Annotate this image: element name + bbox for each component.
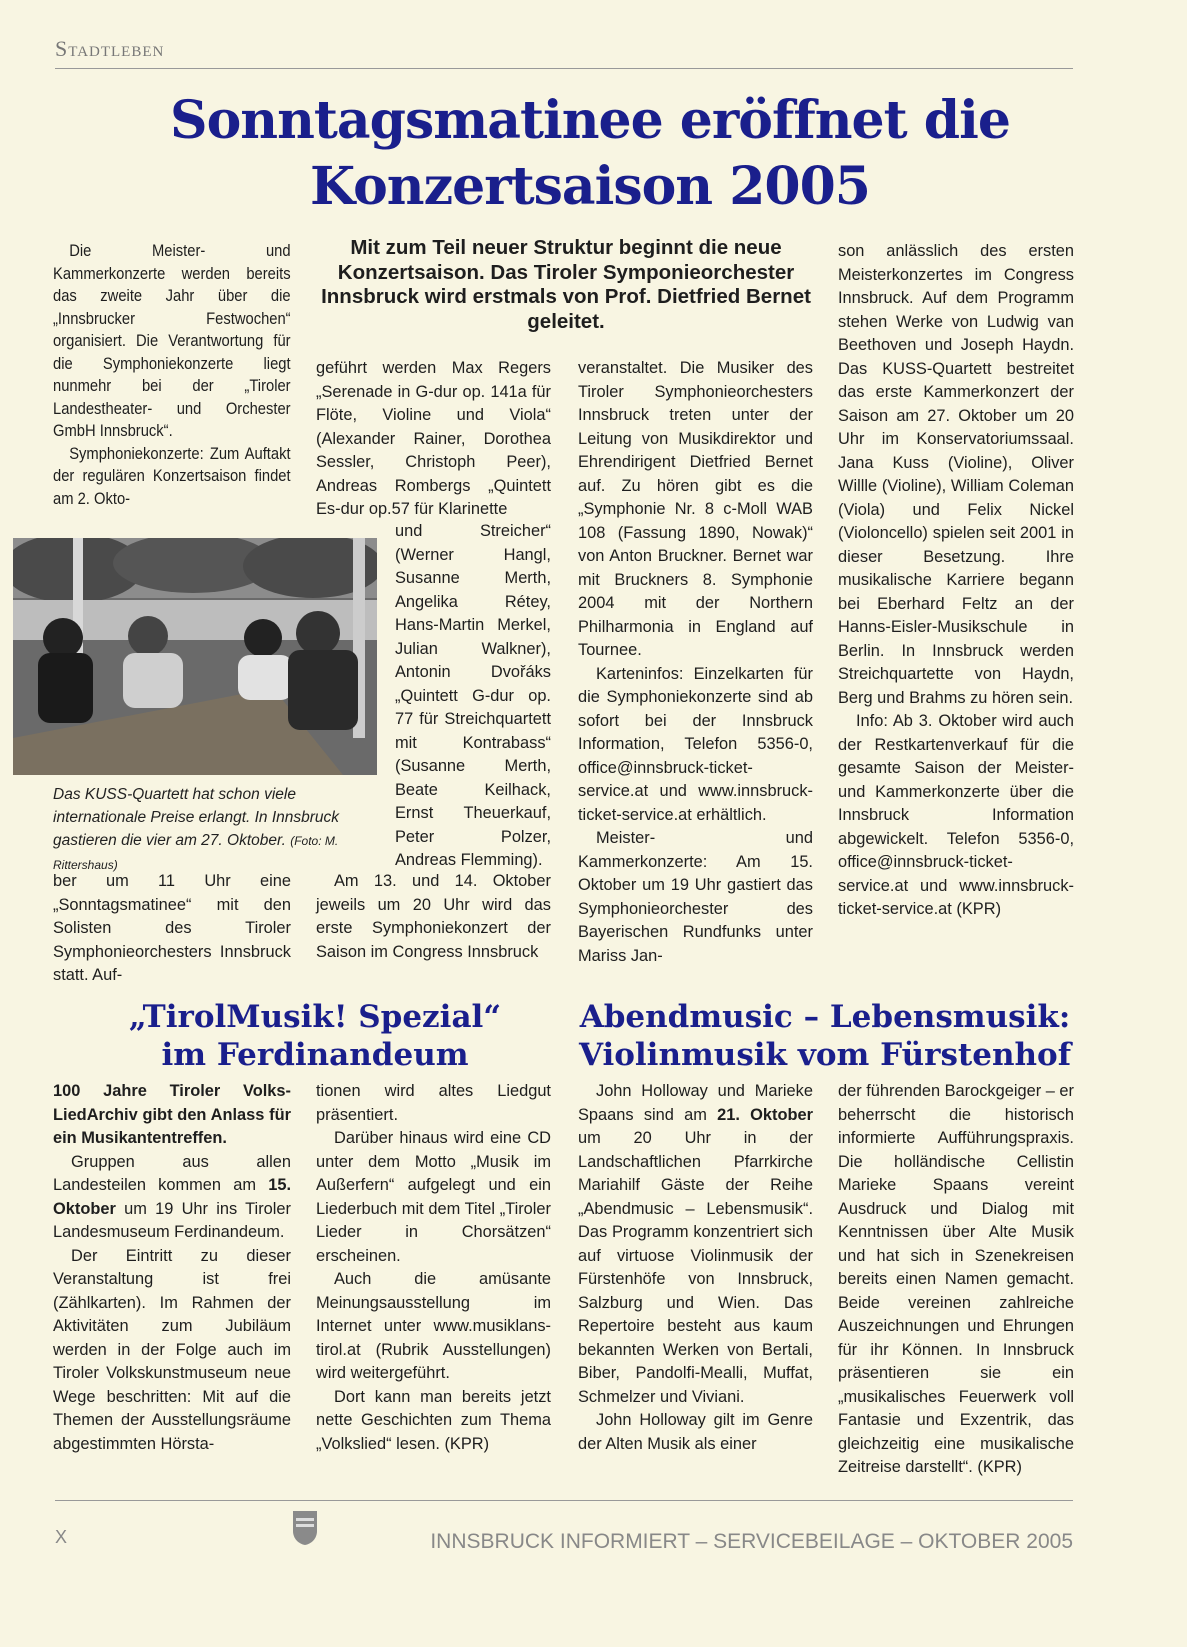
article-title bbox=[60, 88, 1120, 220]
article-lead: Mit zum Teil neuer Struktur beginnt die neue Konzertsaison. Das Tiroler Symponieorchester Innsbruck wird erstmals von Prof. Dietfried Bernet geleitet. bbox=[321, 236, 811, 333]
paragraph: son anlässlich des ersten Meisterkonzertes im Congress Innsbruck. Auf dem Programm stehen Werke von Ludwig van Beethoven und Joseph Haydn. Das KUSS-Quartett bestreitet das erste Kammerkonzert der Saison am 27. Oktober um 20 Uhr im Konservatoriumssaal. Jana Kuss (Violine), Oliver Willle (Violine), William Coleman (Viola) und Felix Nickel (Violoncello) spielen seit 2001 in dieser Besetzung. Ihre musikalische Karriere begann bei Eberhard Feltz an der Hanns-Eisler-Musikschule in Berlin. In Innsbruck werden Streichquartette von Haydn, Berg und Brahms zu hören sein. bbox=[838, 242, 1074, 707]
text: Gruppen aus allen Landesteilen kommen am bbox=[53, 1152, 291, 1194]
lead: 100 Jahre Tiroler Volks-LiedArchiv gibt den Anlass für ein Musikantentreffen. bbox=[53, 1082, 291, 1147]
date-highlight: 15. Oktober bbox=[53, 1176, 292, 1218]
column-2-c bbox=[316, 870, 551, 964]
column-3 bbox=[578, 357, 813, 968]
paragraph: Auch die amüsante Meinungsausstellung im Internet unter www.musiklans-tirol.at (Rubrik Ausstellungen) wird weitergeführt. bbox=[316, 1270, 551, 1382]
column-4 bbox=[838, 240, 1074, 922]
paragraph: Darüber hinaus wird eine CD unter dem Motto „Musik im Außerfern“ aufgelegt und ein Liederbuch mit dem Titel „Tiroler Lieder in Chorsätzen“ erscheinen. bbox=[316, 1129, 551, 1265]
caption-text: Das KUSS-Quartett hat schon viele internationale Preise erlangt. In Innsbruck gastieren die vier am 27. Oktober. bbox=[53, 786, 340, 849]
title-line-1: Sonntagsmatinee eröffnet die bbox=[170, 90, 1010, 151]
text: John Holloway und Marieke Spaans sind am bbox=[578, 1082, 813, 1124]
paragraph: John Holloway gilt im Genre der Alten Musik als einer bbox=[578, 1411, 813, 1453]
photo-caption bbox=[53, 783, 383, 877]
article3-column-2 bbox=[838, 1080, 1074, 1480]
paragraph: der führenden Barockgeiger – er beherrscht die historisch informierte Aufführungspraxis. Die holländische Cellistin Marieke Spaans vereint Ausdruck und Dialog mit Kenntnissen über Alte Musik und hat sich in Szenekreisen bereits einen Namen gemacht. Beide vereinen zahlreiche Auszeichnungen und Ehrungen für ihr Können. In Innsbruck präsentieren sie ein „musikalisches Feuerwerk voll Fantasie und Exzentrik, das gleichzeitig eine musikalische Zeitreise darstellt“. (KPR) bbox=[838, 1082, 1074, 1476]
paragraph: Meister- und Kammerkonzerte: Am 15. Oktober um 19 Uhr gastiert das Symphonieorchester des Bayerischen Rundfunks unter Mariss Jan- bbox=[578, 829, 813, 965]
text: um 19 Uhr ins Tiroler Landesmuseum Ferdinandeum. bbox=[53, 1199, 291, 1241]
text: um 20 Uhr in der Landschaftlichen Pfarrkirche Mariahilf Gäste der Reihe „Abendmusic – Lebensmusik“. Das Programm konzentriert sich auf virtuose Violinmusik der Fürstenhöfe von Innsbruck, Salzburg und Wien. Das Repertoire besteht aus kaum bekannten Werken von Bertali, Biber, Pandolfi-Mealli, Muffat, Schmelzer und Viviani. bbox=[578, 1129, 813, 1406]
section-label: Stadtleben bbox=[55, 36, 165, 61]
title-line-2: Konzertsaison 2005 bbox=[310, 156, 870, 217]
title-line-1: Abendmusic – Lebensmusik: bbox=[579, 999, 1071, 1035]
photo-credit: (Foto: M. Rittershaus) bbox=[53, 834, 339, 872]
paragraph: Symphoniekonzerte: Zum Auftakt der regulären Konzertsaison findet am 2. Okto- bbox=[53, 444, 291, 508]
column-2-b bbox=[395, 520, 551, 873]
photo-image bbox=[13, 538, 377, 775]
article3-title bbox=[570, 998, 1080, 1074]
paragraph bbox=[53, 1151, 291, 1245]
title-line-1: „TirolMusik! Spezial“ bbox=[128, 999, 502, 1035]
footer-rule bbox=[55, 1500, 1073, 1501]
paragraph: Dort kann man bereits jetzt nette Geschichten zum Thema „Volkslied“ lesen. (KPR) bbox=[316, 1387, 551, 1453]
date-highlight: 21. Oktober bbox=[717, 1105, 813, 1124]
article2-column-2 bbox=[316, 1080, 551, 1456]
paragraph: tionen wird altes Liedgut präsentiert. bbox=[316, 1082, 551, 1124]
column-2-a bbox=[316, 357, 551, 522]
column-1-top bbox=[53, 240, 291, 510]
paragraph bbox=[578, 1080, 813, 1409]
paragraph: geführt werden Max Regers „Serenade in G-dur op. 141a für Flöte, Violine und Viola“ (Alexander Rainer, Dorothea Sessler, Christoph Peer), Andreas Rombergs „Quintett Es-dur op.57 für Klarinette bbox=[316, 359, 551, 518]
paragraph: veranstaltet. Die Musiker des Tiroler Symphonieorchesters Innsbruck treten unter der Leitung von Musikdirektor und Ehrendirigent Dietfried Bernet auf. Zu hören gibt es die „Symphonie Nr. 8 c-Moll WAB 108 (Fassung 1890, Nowak)“ von Anton Bruckner. Bernet war mit Bruckners 8. Symphonie 2004 mit der Northern Philharmonia in England auf Tournee. bbox=[578, 359, 813, 659]
photo-kuss-quartett bbox=[13, 538, 377, 775]
title-line-2: Violinmusik vom Fürstenhof bbox=[578, 1037, 1072, 1073]
city-coat-of-arms-icon bbox=[292, 1510, 318, 1546]
paragraph: und Streicher“ (Werner Hangl, Susanne Merth, Angelika Rétey, Hans-Martin Merkel, Julian Walkner), Antonin Dvořáks „Quintett G-dur op. 77 für Streichquartett mit Kontrabass“ (Susanne Merth, Beate Keilhack, Ernst Theuerkauf, Peter Polzer, Andreas Flemming). bbox=[395, 522, 551, 869]
paragraph: Info: Ab 3. Oktober wird auch der Restkartenverkauf für die gesamte Saison der Meister- und Kammerkonzerte über die Innsbruck Information abgewickelt. Telefon 5356-0, office@innsbruck-ticket-service.at und www.innsbruck-ticket-service.at (KPR) bbox=[838, 712, 1074, 918]
paragraph: ber um 11 Uhr eine „Sonntagsmatinee“ mit den Solisten des Tiroler Symphonieorchesters Innsbruck statt. Auf- bbox=[53, 872, 291, 984]
paragraph: Die Meister- und Kammerkonzerte werden bereits das zweite Jahr über die „Innsbrucker Festwochen“ organisiert. Die Verantwortung für die Symphoniekonzerte liegt nunmehr bei der „Tiroler Landestheater- und Orchester GmbH Innsbruck“. bbox=[53, 242, 291, 440]
title-line-2: im Ferdinandeum bbox=[161, 1037, 469, 1073]
article3-column-1 bbox=[578, 1080, 813, 1456]
page-number: X bbox=[55, 1527, 68, 1547]
article2-title bbox=[100, 998, 530, 1074]
header-rule bbox=[55, 68, 1073, 69]
publication-footer: INNSBRUCK INFORMIERT – SERVICEBEILAGE – OKTOBER 2005 bbox=[430, 1530, 1073, 1553]
article2-column-1 bbox=[53, 1080, 291, 1456]
paragraph: Der Eintritt zu dieser Veranstaltung ist frei (Zählkarten). Im Rahmen der Aktivitäten zum Jubiläum werden in der Folge auch im Tiroler Volkskunstmuseum neue Wege beschritten: Mit auf die Themen der Ausstellungsräume abgestimmten Hörsta- bbox=[53, 1246, 291, 1453]
paragraph: Karteninfos: Einzelkarten für die Symphoniekonzerte sind ab sofort bei der Innsbruck Information, Telefon 5356-0, office@innsbruck-ticket-service.at und www.innsbruck-ticket-service.at erhältlich. bbox=[578, 664, 813, 824]
column-1-bottom bbox=[53, 870, 291, 988]
paragraph: Am 13. und 14. Oktober jeweils um 20 Uhr wird das erste Symphoniekonzert der Saison im Congress Innsbruck bbox=[316, 872, 551, 961]
